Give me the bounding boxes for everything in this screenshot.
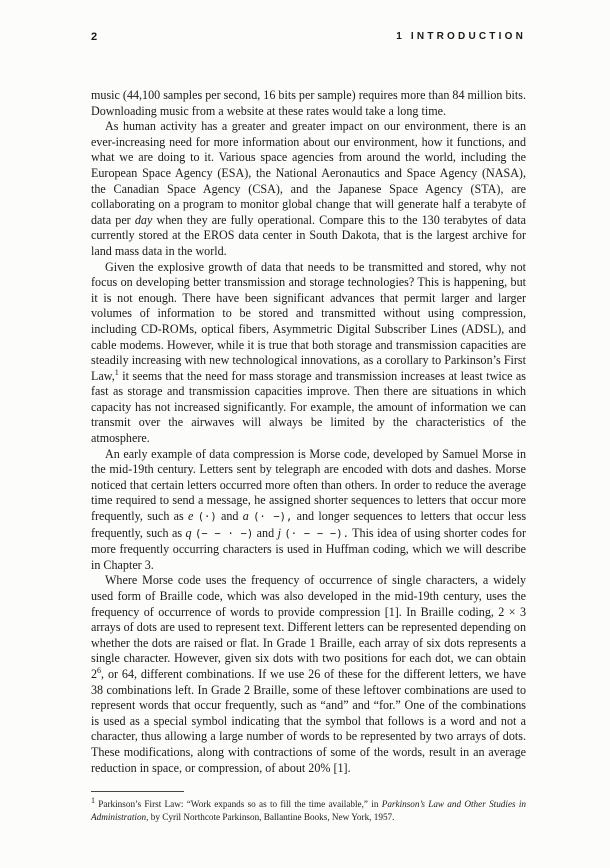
paragraph-text: when they are fully operational. Compare this to the 130 terabytes of data currently stored at the EROS data center in South Dakota, that is the largest archive for land mass data in the world. xyxy=(91,212,527,258)
morse-code-q: (− − · −) xyxy=(195,527,254,540)
footnote-book-title: Parkinson’s Law and Other Studies in Administration xyxy=(91,799,527,822)
morse-code-e: (·) xyxy=(197,511,217,524)
emphasis-day: day xyxy=(134,212,153,227)
footnote-text: Parkinson’s First Law: “Work expands so as to fill the time available,” in xyxy=(98,799,379,809)
conjunction: and xyxy=(220,509,239,524)
footnote-reference: 1 xyxy=(114,367,119,377)
chapter-title: 1 INTRODUCTION xyxy=(396,31,526,42)
paragraph-text: This idea of using shorter codes for more frequently occurring characters is used in Huffman coding, which we will describe in Chapter 3. xyxy=(91,525,526,572)
footnote-marker: 1 xyxy=(91,795,95,805)
paragraph-text: , or 64, different combinations. If we use 26 of these for the different letters, we have 38 combinations left. In Grade 2 Braille, some of these leftover combinations are used to represent words that occur frequently, such as “and” and “for.” One of the combinations is used as a special symbol indicating that the symbol that follows is a word and not a character, thus allowing a large number of words to be represented by two arrays of dots. These modifications, along with contractions of some of the words, result in an average reduction in space, or compression, of about 20% [1]. xyxy=(91,666,526,775)
conjunction: and xyxy=(256,525,275,540)
paragraph-text: An early example of data compression is Morse code, developed by Samuel Morse in the mid-19th century. Letters sent by telegraph are encoded with dots and dashes. Morse noticed that certain letters occurred more often than others. In order to reduce the average time required to send a message, he assigned shorter sequences to letters that occur more frequently, such as xyxy=(91,446,526,524)
body-text xyxy=(91,88,526,776)
paragraph-2 xyxy=(91,119,526,259)
paragraph-text: Where Morse code uses the frequency of occurrence of single characters, a widely used form of Braille code, which was also developed in the mid-19th century, uses the frequency of occurrence of words to provide compression [1]. In Braille coding, 2 × 3 arrays of dots are used to represent text. Different letters can be represented depending on whether the dots are raised or flat. In Grade 1 Braille, each array of six dots represents a single character. However, given six dots with two positions for each dot, we can obtain 2 xyxy=(91,573,526,681)
paragraph-text: Given the explosive growth of data that needs to be transmitted and stored, why not focus on developing better transmission and storage technologies? This is happening, but it is not enough. There have been significant advances that permit larger and larger volumes of information to be stored and transmitted without using compression, including CD-ROMs, optical fibers, Asymmetric Digital Subscriber Lines (ADSL), and cable modems. However, while it is true that both storage and transmission capacities are steadily increasing with new technological innovations, as a corollary to Parkinson’s First Law, xyxy=(91,259,526,383)
paragraph-4 xyxy=(91,447,526,574)
paragraph-5 xyxy=(91,573,526,776)
morse-code-j: (· − − −). xyxy=(284,527,349,540)
running-header xyxy=(91,31,526,45)
morse-code-a: (· −), xyxy=(253,511,293,524)
footnote-text: , by Cyril Northcote Parkinson, Ballantine Books, New York, 1957. xyxy=(146,811,395,822)
paragraph-text: it seems that the need for mass storage and transmission increases at least twice as fast as storage and transmission capacities improve. Then there are situations in which capacity has not increased significantly. For example, the amount of information we can transmit over the airwaves will always be limited by the characteristics of the atmosphere. xyxy=(91,368,526,446)
exponent: 6 xyxy=(97,665,102,675)
letter-a: a xyxy=(242,509,249,524)
paragraph-1 xyxy=(91,88,526,119)
letter-j: j xyxy=(277,525,281,540)
paragraph-3 xyxy=(91,260,526,447)
paragraph-text: music (44,100 samples per second, 16 bits per sample) requires more than 84 million bits. Downloading music from a website at these rates would take a long time. xyxy=(91,88,526,118)
footnote xyxy=(91,795,527,823)
paragraph-text: As human activity has a greater and greater impact on our environment, there is an ever-increasing need for more information about our environment, how it functions, and what we are doing to it. Various space agencies from around the world, including the European Space Agency (ESA), the National Aeronautics and Space Agency (NASA), the Canadian Space Agency (CSA), and the Japanese Space Agency (STA), are collaborating on a program to monitor global change that will generate half a terabyte of data per xyxy=(91,119,526,227)
letter-e: e xyxy=(188,509,194,524)
page-number: 2 xyxy=(91,31,98,43)
letter-q: q xyxy=(185,525,192,540)
footnote-divider xyxy=(91,791,184,792)
paragraph-text: and longer sequences to letters that occur less frequently, such as xyxy=(91,509,527,540)
